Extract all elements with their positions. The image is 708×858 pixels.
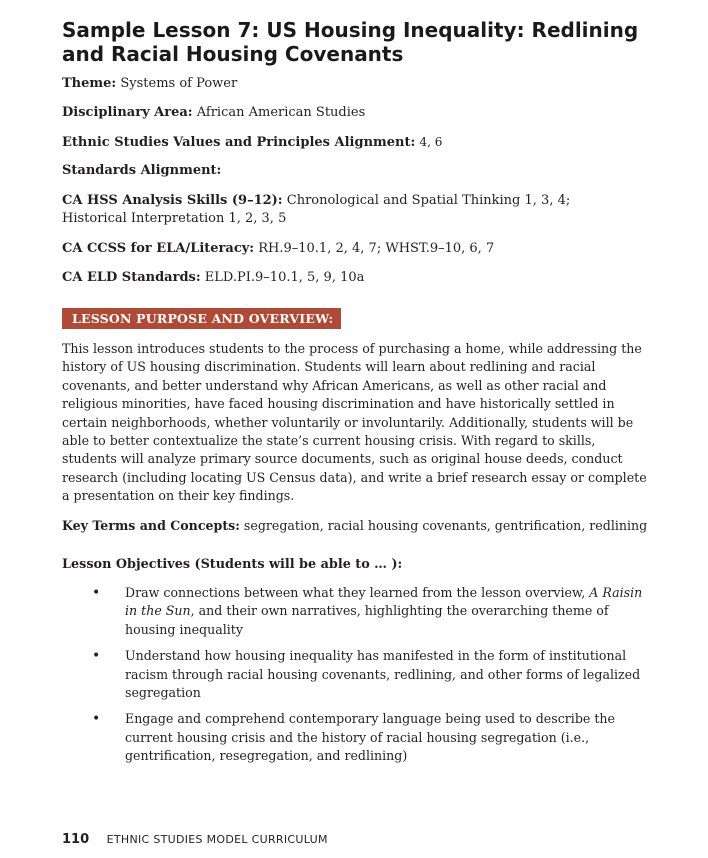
hss-standards-label: CA HSS Analysis Skills (9–12): [62,193,283,208]
disciplinary-area-label: Disciplinary Area: [62,105,193,120]
list-item [90,647,650,702]
ccss-standards-value: RH.9–10.1, 2, 4, 7; WHST.9–10, 6, 7 [258,241,495,256]
hss-standards-line [62,192,627,228]
ccss-standards-line [62,240,662,258]
theme-line [62,75,662,93]
ccss-standards-label: CA CCSS for ELA/Literacy: [62,241,255,256]
objective-text-1a: Draw connections between what they learned from the lesson overview, [125,585,590,600]
eld-standards-label: CA ELD Standards: [62,270,201,285]
key-terms-value: segregation, racial housing covenants, gentrification, redlining [243,518,648,533]
lesson-title: Sample Lesson 7: US Housing Inequality: Redlining and Racial Housing Covenants [62,18,639,66]
key-terms-label: Key Terms and Concepts: [62,518,240,533]
standards-alignment-label: Standards Alignment: [62,163,222,178]
values-alignment-label: Ethnic Studies Values and Principles Alignment: [62,135,416,150]
eld-standards-value: ELD.PI.9–10.1, 5, 9, 10a [204,270,365,285]
lesson-overview-paragraph: This lesson introduces students to the process of purchasing a home, while addressing the history of US housing discrimination. Students will learn about redlining and racial covenants, and better understand why African Americans, as well as other racial and religious minorities, have faced housing discrimination and have historically settled in certain neighborhoods, whether voluntarily or involuntarily. Additionally, students will be able to better contextualize the state’s current housing crisis. With regard to skills, students will analyze primary source documents, such as original house deeds, conduct research (including locating US Census data), and write a brief research essay or complete a presentation on their key findings. [62,341,647,504]
hss-standards-value: Chronological and Spatial Thinking 1, 3, 4; Historical Interpretation 1, 2, 3, 5 [62,193,571,226]
running-title: ETHNIC STUDIES MODEL CURRICULUM [106,833,328,846]
bullet-icon: • [92,585,101,601]
bullet-icon: • [92,648,101,665]
disciplinary-area-value: African American Studies [196,105,366,120]
eld-standards-line [62,269,662,287]
page-number: 110 [62,832,90,847]
book-title: A Raisin in the Sun [125,585,643,619]
list-item [90,584,650,639]
disciplinary-area-line [62,104,662,122]
page-footer [62,832,328,848]
objective-text-2: Understand how housing inequality has manifested in the form of institutional racism through racial housing covenants, redlining, and other forms of legalized segregation [125,648,641,701]
values-alignment-line [62,133,662,152]
bullet-icon: • [92,711,101,728]
lesson-objectives-list [90,584,650,774]
key-terms-line [62,517,662,535]
objective-text-1b: , and their own narratives, highlighting the overarching theme of housing inequality [125,603,609,637]
objective-text-3: Engage and comprehend contemporary language being used to describe the current housing crisis and the history of racial housing segregation (i.e., gentrification, resegregation, and redlining) [125,711,615,764]
theme-label: Theme: [62,76,117,91]
standards-alignment-heading [62,162,662,180]
values-alignment-value: 4, 6 [419,135,443,149]
lesson-objectives-heading: Lesson Objectives (Students will be able to … ): [62,557,403,572]
lesson-purpose-heading: LESSON PURPOSE AND OVERVIEW: [62,308,341,329]
theme-value: Systems of Power [120,76,238,91]
list-item [90,710,650,765]
